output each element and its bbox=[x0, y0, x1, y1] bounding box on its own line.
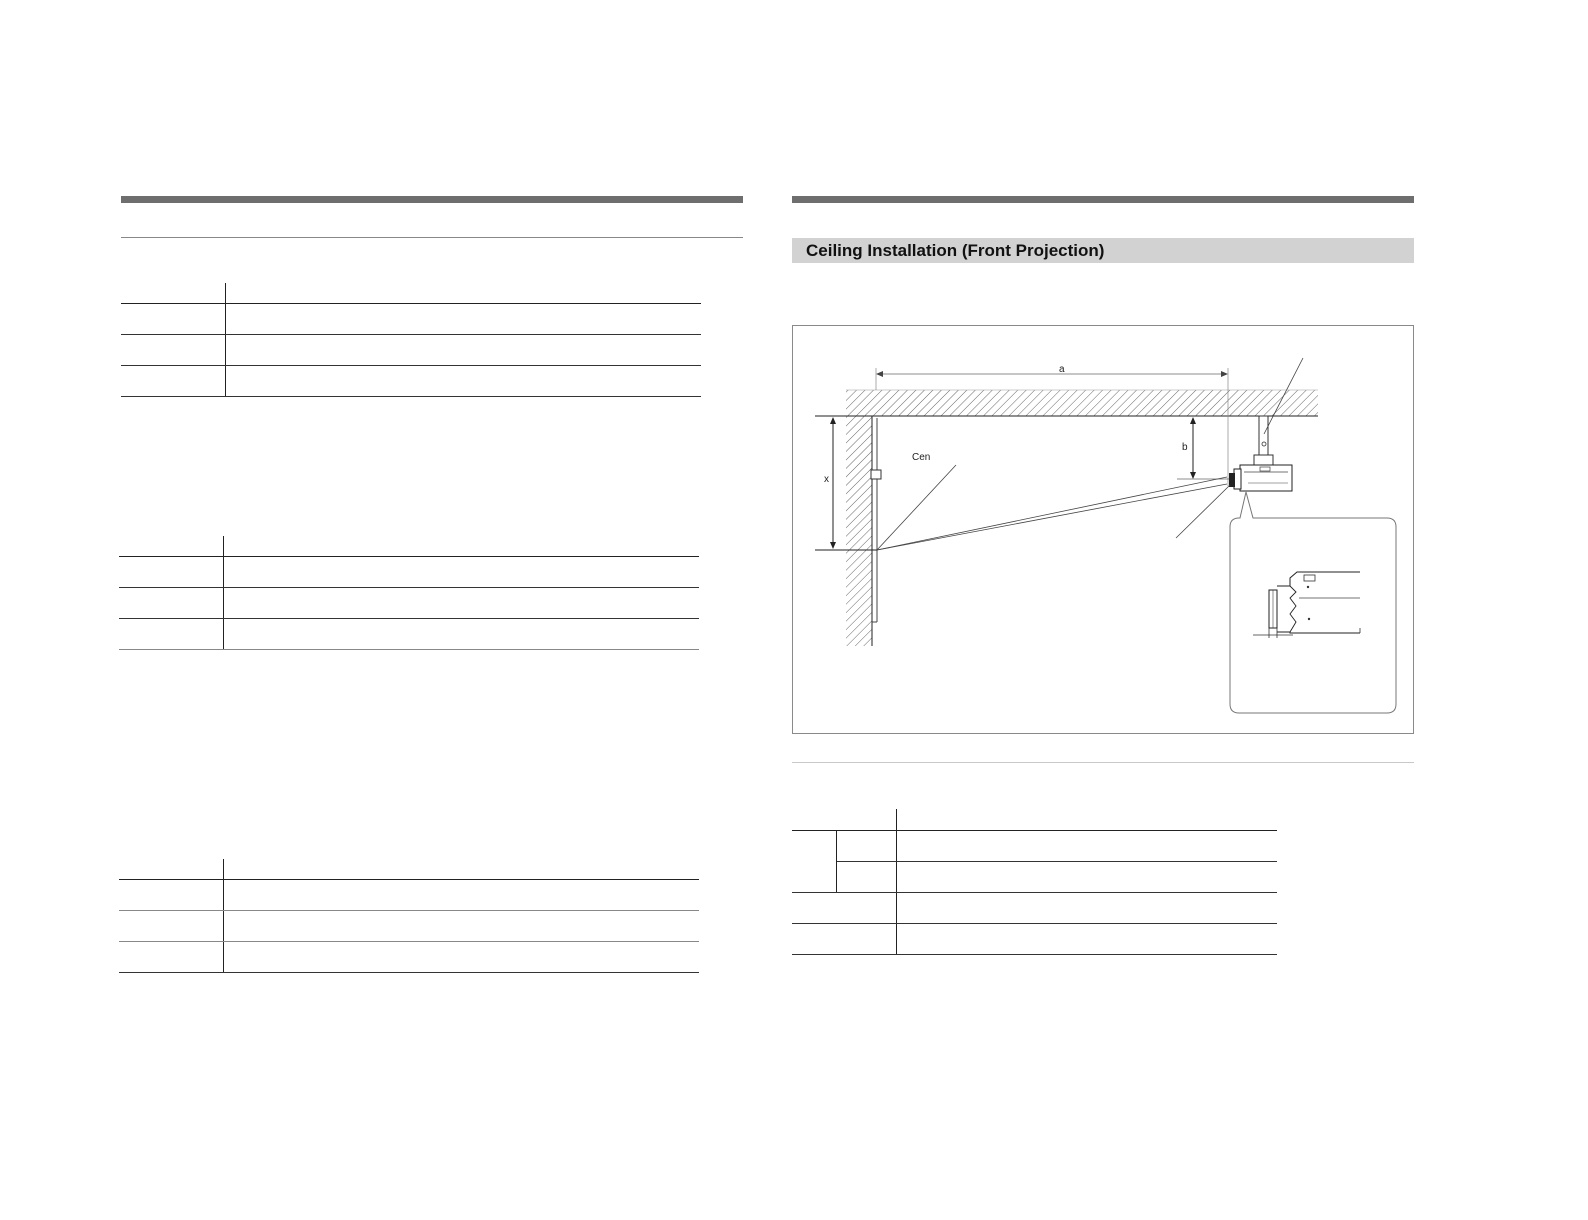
installation-diagram-frame bbox=[792, 325, 1414, 734]
table-row bbox=[119, 880, 699, 911]
dimension-b-label: b bbox=[1182, 442, 1188, 453]
table-header-row bbox=[119, 859, 699, 880]
left-spec-table-1 bbox=[121, 283, 701, 397]
table-row bbox=[121, 335, 701, 366]
ceiling-installation-diagram bbox=[793, 326, 1413, 733]
table-header-row bbox=[121, 283, 701, 304]
projector-unit bbox=[1229, 465, 1292, 491]
wall bbox=[846, 416, 872, 646]
table-row bbox=[121, 366, 701, 397]
right-page-section-rule bbox=[792, 762, 1414, 763]
left-page-section-rule bbox=[121, 237, 743, 238]
table-row bbox=[792, 924, 1277, 955]
right-page-header-bar bbox=[792, 196, 1414, 203]
left-spec-table-3 bbox=[119, 859, 699, 973]
ceiling-slab bbox=[846, 390, 1318, 416]
table-row bbox=[119, 619, 699, 650]
table-header-row bbox=[792, 809, 1277, 831]
dimension-a-label: a bbox=[1059, 364, 1065, 375]
table-row bbox=[792, 893, 1277, 924]
table-row bbox=[792, 831, 1277, 862]
ceiling-mount-pole bbox=[1259, 416, 1268, 456]
table-row bbox=[119, 911, 699, 942]
table-row bbox=[119, 588, 699, 619]
table-header-row bbox=[119, 536, 699, 557]
table-row bbox=[121, 304, 701, 335]
table-row bbox=[792, 862, 1277, 893]
lens-leader-line bbox=[1176, 485, 1230, 538]
left-page-header-bar bbox=[121, 196, 743, 203]
center-label: Cen bbox=[912, 452, 931, 463]
speaker-bracket bbox=[871, 470, 881, 479]
dimension-x-label: x bbox=[824, 474, 829, 485]
table-row bbox=[119, 557, 699, 588]
right-spec-table bbox=[792, 809, 1277, 955]
section-heading: Ceiling Installation (Front Projection) bbox=[792, 238, 1414, 263]
left-spec-table-2 bbox=[119, 536, 699, 650]
projection-beam-upper bbox=[877, 477, 1227, 550]
table-row bbox=[119, 942, 699, 973]
detail-callout bbox=[1230, 492, 1396, 713]
